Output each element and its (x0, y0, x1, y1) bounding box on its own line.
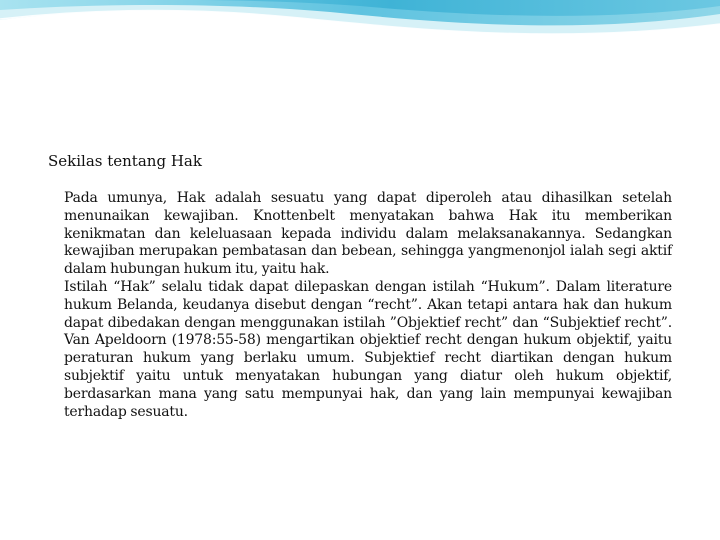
slide-body (64, 190, 672, 421)
body-paragraph: Istilah “Hak” selalu tidak dapat dilepaskan dengan istilah “Hukum”. Dalam literature hukum Belanda, keudanya disebut dengan “recht”. Akan tetapi antara hak dan hukum dapat dibedakan dengan menggunakan istilah ”Objektief recht” dan “Subjektief recht”. Van Apeldoorn (1978:55-58) mengartikan objektief recht dengan hukum objektif, yaitu peraturan hukum yang berlaku umum. Subjektief recht diartikan dengan hukum subjektif yaitu untuk menyatakan hubungan yang diatur oleh hukum objektif, berdasarkan mana yang satu mempunyai hak, dan yang lain mempunyai kewajiban terhadap sesuatu. (64, 278, 672, 420)
header-wave-decoration (0, 0, 720, 48)
slide-title: Sekilas tentang Hak (48, 152, 202, 170)
body-paragraph: Pada umunya, Hak adalah sesuatu yang dapat diperoleh atau dihasilkan setelah menunaikan kewajiban. Knottenbelt menyatakan bahwa Hak itu memberikan kenikmatan dan keleluasaan kepada individu dalam melaksanakannya. Sedangkan kewajiban merupakan pembatasan dan bebean, sehingga yangmenonjol ialah segi aktif dalam hubungan hukum itu, yaitu hak. (64, 190, 672, 278)
